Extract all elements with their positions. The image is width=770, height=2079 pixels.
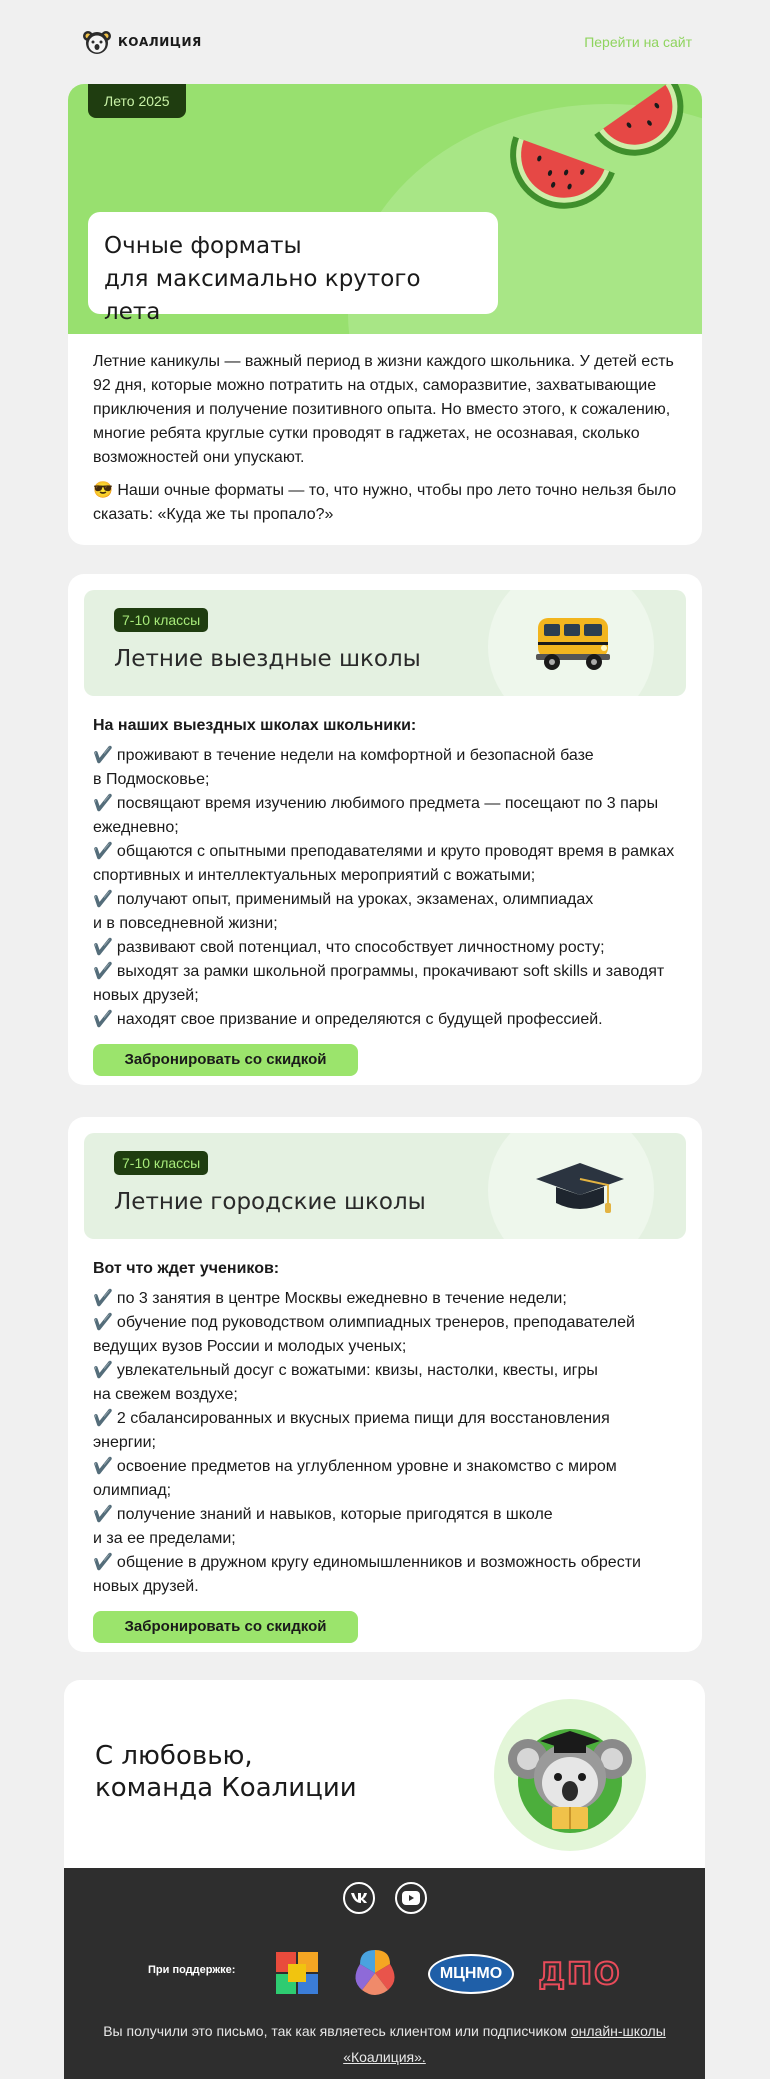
subscription-notice xyxy=(94,2018,675,2070)
watermelon-slice-icon xyxy=(588,84,698,164)
notice-text: Вы получили это письмо, так как являетесь клиентом или подписчиком xyxy=(103,2023,571,2039)
koala-logo-icon xyxy=(82,27,112,57)
checkmark-icon: ✔️ xyxy=(93,1011,113,1028)
email-header xyxy=(82,20,692,64)
school-header xyxy=(84,590,686,696)
dpo-text: ДПО xyxy=(538,1956,622,1992)
grade-badge: 7-10 классы xyxy=(114,1151,208,1175)
school-link[interactable]: онлайн-школы «Коалиция». xyxy=(343,2023,666,2065)
hero-card xyxy=(68,84,702,545)
list-item-text: проживают в течение недели на комфортной и безопасной базе в Подмосковье; xyxy=(93,747,594,788)
list-item xyxy=(93,888,677,936)
checkmark-icon: ✔️ xyxy=(93,1314,113,1331)
list-item xyxy=(93,936,677,960)
checkmark-icon: ✔️ xyxy=(93,939,113,956)
intro-text xyxy=(68,334,702,545)
koala-mascot-icon xyxy=(494,1699,646,1851)
school-card-city xyxy=(68,1117,702,1652)
checkmark-icon: ✔️ xyxy=(93,1410,113,1427)
list-item-text: посвящают время изучению любимого предмета — посещают по 3 пары ежедневно; xyxy=(93,795,659,836)
checkmark-icon: ✔️ xyxy=(93,891,113,908)
list-item xyxy=(93,840,677,888)
intro-paragraph: 😎 Наши очные форматы — то, что нужно, чтобы про лето точно нельзя было сказать: «Куда же ты пропало?» xyxy=(93,482,677,523)
youtube-icon[interactable] xyxy=(395,1882,427,1914)
list-item-text: получают опыт, применимый на уроках, экзаменах, олимпиадах и в повседневной жизни; xyxy=(93,891,594,932)
school-intro: Вот что ждет учеников: xyxy=(93,1260,280,1277)
list-item xyxy=(93,1359,677,1407)
checkmark-icon: ✔️ xyxy=(93,843,113,860)
checkmark-icon: ✔️ xyxy=(93,1506,113,1523)
checkmark-icon: ✔️ xyxy=(93,795,113,812)
list-item-text: 2 сбалансированных и вкусных приема пищи для восстановления энергии; xyxy=(93,1410,610,1451)
list-item-text: развивают свой потенциал, что способствует личностному росту; xyxy=(116,939,605,956)
partner-logo-petals-icon[interactable] xyxy=(348,1946,402,2000)
signature-text: С любовью, команда Коалиции xyxy=(95,1741,357,1803)
school-title: Летние городские школы xyxy=(114,1189,426,1215)
list-item-text: находят свое призвание и определяются с будущей профессией. xyxy=(116,1011,603,1028)
brand-name: КОАЛИЦИЯ xyxy=(118,35,202,49)
checkmark-icon: ✔️ xyxy=(93,963,113,980)
list-item-text: общение в дружном кругу единомышленников и возможность обрести новых друзей. xyxy=(93,1554,641,1595)
list-item xyxy=(93,1503,677,1551)
list-item-text: увлекательный досуг с вожатыми: квизы, настолки, квесты, игры на свежем воздухе; xyxy=(93,1362,598,1403)
partner-logo-mcnmo[interactable] xyxy=(428,1954,514,1994)
book-discount-button[interactable]: Забронировать со скидкой xyxy=(93,1611,358,1643)
support-label: При поддержке: xyxy=(148,1964,236,1976)
school-card-away xyxy=(68,574,702,1085)
list-item-text: общаются с опытными преподавателями и круто проводят время в рамках спортивных и интеллектуальных мероприятий с вожатыми; xyxy=(93,843,675,884)
mascot-circle xyxy=(494,1699,646,1851)
hero-banner xyxy=(68,84,702,334)
list-item-text: выходят за рамки школьной программы, прокачивают soft skills и заводят новых друзей; xyxy=(93,963,665,1004)
list-item-text: освоение предметов на углубленном уровне и знакомство с миром олимпиад; xyxy=(93,1458,617,1499)
list-item xyxy=(93,1008,677,1032)
checkmark-icon: ✔️ xyxy=(93,1458,113,1475)
benefits-list xyxy=(93,744,677,1032)
intro-paragraph: Летние каникулы — важный период в жизни каждого школьника. У детей есть 92 дня, которые можно потратить на отдых, саморазвитие, захватывающие приключения и получение позитивного опыта. Но вместо этого, к сожалению, многие ребята круглые сутки проводят в гаджетах, не осознавая, сколько возможностей они упускают. xyxy=(93,353,674,466)
go-to-site-link[interactable]: Перейти на сайт xyxy=(584,34,692,50)
list-item xyxy=(93,744,677,792)
school-body xyxy=(68,1239,702,1643)
list-item xyxy=(93,1311,677,1359)
list-item-text: получение знаний и навыков, которые пригодятся в школе и за ее пределами; xyxy=(93,1506,553,1547)
list-item xyxy=(93,1455,677,1503)
list-item-text: по 3 занятия в центре Москвы ежедневно в течение недели; xyxy=(116,1290,567,1307)
signature-block xyxy=(64,1680,705,1868)
checkmark-icon: ✔️ xyxy=(93,1362,113,1379)
school-title: Летние выездные школы xyxy=(114,646,421,672)
hero-title: Очные форматы для максимально крутого лета xyxy=(104,233,421,325)
school-intro: На наших выездных школах школьники: xyxy=(93,717,417,734)
list-item xyxy=(93,1407,677,1455)
list-item-text: обучение под руководством олимпиадных тренеров, преподавателей ведущих вузов России и молодых ученых; xyxy=(93,1314,635,1355)
social-links xyxy=(64,1882,705,1914)
brand-logo[interactable] xyxy=(82,27,202,57)
book-discount-button[interactable]: Забронировать со скидкой xyxy=(93,1044,358,1076)
school-header xyxy=(84,1133,686,1239)
school-body xyxy=(68,696,702,1076)
hero-title-box xyxy=(88,212,498,325)
vk-icon[interactable] xyxy=(343,1882,375,1914)
partner-logo-dpo[interactable] xyxy=(534,1954,626,1994)
graduation-cap-icon xyxy=(530,1153,630,1223)
checkmark-icon: ✔️ xyxy=(93,747,113,764)
footer xyxy=(64,1868,705,2079)
grade-badge: 7-10 классы xyxy=(114,608,208,632)
list-item xyxy=(93,792,677,840)
partner-logo-cube-icon[interactable] xyxy=(270,1946,324,1998)
school-bus-icon xyxy=(530,610,616,680)
list-item xyxy=(93,1287,677,1311)
checkmark-icon: ✔️ xyxy=(93,1554,113,1571)
benefits-list xyxy=(93,1287,677,1599)
mcnmo-text: МЦНМО xyxy=(439,1965,503,1982)
list-item xyxy=(93,1551,677,1599)
checkmark-icon: ✔️ xyxy=(93,1290,113,1307)
list-item xyxy=(93,960,677,1008)
season-tag: Лето 2025 xyxy=(88,84,186,118)
